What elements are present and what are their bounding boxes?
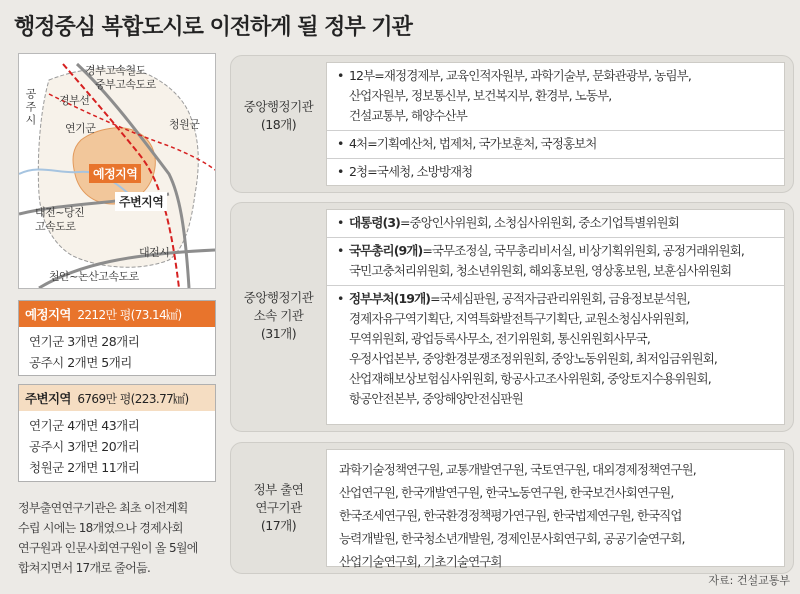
source-credit: 자료: 건설교통부: [708, 574, 790, 587]
planned-area-size: 2212만 평(73.14㎢): [77, 308, 182, 322]
map-label-yeongi: 연기군: [65, 122, 96, 135]
bullet-icon: •: [337, 243, 344, 258]
item-text: =국세청, 소방방재청: [367, 164, 473, 179]
list-item: [327, 131, 784, 159]
item-text: =재정경제부, 교육인적자원부, 과학기술부, 문화관광부, 농림부,: [374, 68, 691, 83]
map-label-gyeongbu-rail: 경부고속철도: [85, 64, 146, 77]
surrounding-area-header: [19, 385, 215, 411]
item-head: 2청: [349, 164, 368, 179]
location-map: [18, 53, 216, 289]
list-item: [327, 63, 784, 131]
item-text: 산업자원부, 정보통신부, 보건복지부, 환경부, 노동부,: [349, 88, 612, 103]
bullet-icon: •: [337, 136, 344, 151]
surrounding-area-line: 청원군 2개면 11개리: [29, 460, 140, 475]
surrounding-area-body: [19, 411, 215, 482]
central-agencies-list: [326, 62, 785, 186]
surrounding-area-line: 공주시 3개면 20개리: [29, 439, 140, 454]
item-text: 우정사업본부, 중앙환경분쟁조정위원회, 중앙노동위원회, 최저임금위원회,: [349, 351, 717, 366]
item-text: 무역위원회, 광업등록사무소, 전기위원회, 통신위원회사무국,: [349, 331, 650, 346]
item-text: 건설교통부, 해양수산부: [349, 108, 467, 123]
item-text: 경제자유구역기획단, 지역특화발전특구기획단, 교원소청심사위원회,: [349, 311, 689, 326]
map-label-gyeongbu-line: 경부선: [59, 94, 90, 107]
footnote-line: 연구원과 인문사회연구원이 올 5월에: [18, 541, 198, 555]
research-institutes-list: [326, 449, 785, 567]
section-label-line: 연구기관: [255, 500, 302, 515]
map-label-expressway: 고속도로: [35, 220, 76, 233]
map-label-gongju: 공주시: [24, 88, 37, 127]
affiliated-agencies-label: [231, 289, 326, 343]
planned-area-info: [18, 300, 216, 376]
surrounding-area-name: 주변지역: [25, 391, 71, 406]
planned-area-name: 예정지역: [25, 307, 71, 322]
item-head: 정부부처(19개): [349, 291, 431, 306]
item-text: 항공안전본부, 중앙해양안전심판원: [349, 391, 523, 406]
planned-area-line: 공주시 2개면 5개리: [29, 355, 132, 370]
item-text: 능력개발원, 한국청소년개발원, 경제인문사회연구회, 공공기술연구회,: [339, 531, 685, 546]
map-label-cheongwon: 청원군: [169, 118, 200, 131]
central-agencies-label: [231, 98, 326, 134]
surrounding-area-badge: 주변지역: [115, 192, 167, 211]
item-head: 4처: [349, 136, 368, 151]
surrounding-area-info: [18, 384, 216, 482]
surrounding-area-size: 6769만 평(223.77㎢): [77, 392, 189, 406]
list-item: [327, 238, 784, 286]
bullet-icon: •: [337, 68, 344, 83]
map-label-daejeon: 대전시: [139, 246, 170, 259]
item-head: 국무총리(9개): [349, 243, 423, 258]
section-label-line: (31개): [260, 326, 297, 341]
research-institutes-text: [327, 450, 784, 581]
item-text: =중앙인사위원회, 소청심사위원회, 중소기업특별위원회: [399, 215, 679, 230]
planned-area-body: [19, 327, 215, 377]
item-text: 산업재해보상보험심사위원회, 항공사고조사위원회, 중앙토지수용위원회,: [349, 371, 711, 386]
section-label-line: 소속 기관: [253, 308, 304, 323]
item-text: =기획예산처, 법제처, 국가보훈처, 국정홍보처: [367, 136, 597, 151]
footnote-line: 정부출연연구기관은 최초 이전계획: [18, 501, 188, 515]
map-label-daejeon-dangjin: 대전~당진: [35, 206, 85, 219]
item-text: 과학기술정책연구원, 교통개발연구원, 국토연구원, 대외경제정책연구원,: [339, 462, 696, 477]
planned-area-header: [19, 301, 215, 327]
map-label-cheonan-nonsan: 천안~논산고속도로: [49, 270, 139, 283]
research-institutes-label: [231, 481, 326, 535]
central-agencies-panel: [230, 55, 794, 193]
item-text: =국무조정실, 국무총리비서실, 비상기획위원회, 공정거래위원회,: [422, 243, 744, 258]
planned-area-line: 연기군 3개면 28개리: [29, 334, 140, 349]
surrounding-area-line: 연기군 4개면 43개리: [29, 418, 140, 433]
section-label-line: 중앙행정기관: [243, 99, 314, 114]
page-title: 행정중심 복합도시로 이전하게 될 정부 기관: [14, 15, 412, 40]
item-text: 한국조세연구원, 한국환경정책평가연구원, 한국법제연구원, 한국직업: [339, 508, 682, 523]
list-item: [327, 286, 784, 413]
bullet-icon: •: [337, 291, 344, 306]
footnote-line: 수립 시에는 18개였으나 경제사회: [18, 521, 183, 535]
affiliated-agencies-panel: [230, 202, 794, 432]
item-text: 국민고충처리위원회, 청소년위원회, 해외홍보원, 영상홍보원, 보훈심사위원회: [349, 263, 732, 278]
section-label-line: 정부 출연: [253, 482, 304, 497]
planned-area-badge: 예정지역: [89, 164, 141, 183]
map-label-jungbu-highway: 중부고속도로: [95, 78, 156, 91]
affiliated-agencies-list: [326, 209, 785, 425]
section-label-line: (18개): [260, 117, 297, 132]
research-institutes-panel: [230, 442, 794, 574]
item-text: =국세심판원, 공적자금관리위원회, 금융정보분석원,: [430, 291, 690, 306]
bullet-icon: •: [337, 215, 344, 230]
item-text: 산업기술연구회, 기초기술연구회: [339, 554, 502, 569]
footnote-line: 합쳐지면서 17개로 줄어듦.: [18, 561, 151, 575]
list-item: [327, 159, 784, 186]
item-head: 대통령(3): [349, 215, 400, 230]
section-label-line: (17개): [260, 518, 297, 533]
bullet-icon: •: [337, 164, 344, 179]
section-label-line: 중앙행정기관: [243, 290, 314, 305]
list-item: [327, 210, 784, 238]
item-text: 산업연구원, 한국개발연구원, 한국노동연구원, 한국보건사회연구원,: [339, 485, 674, 500]
footnote: [18, 498, 228, 578]
item-head: 12부: [349, 68, 375, 83]
